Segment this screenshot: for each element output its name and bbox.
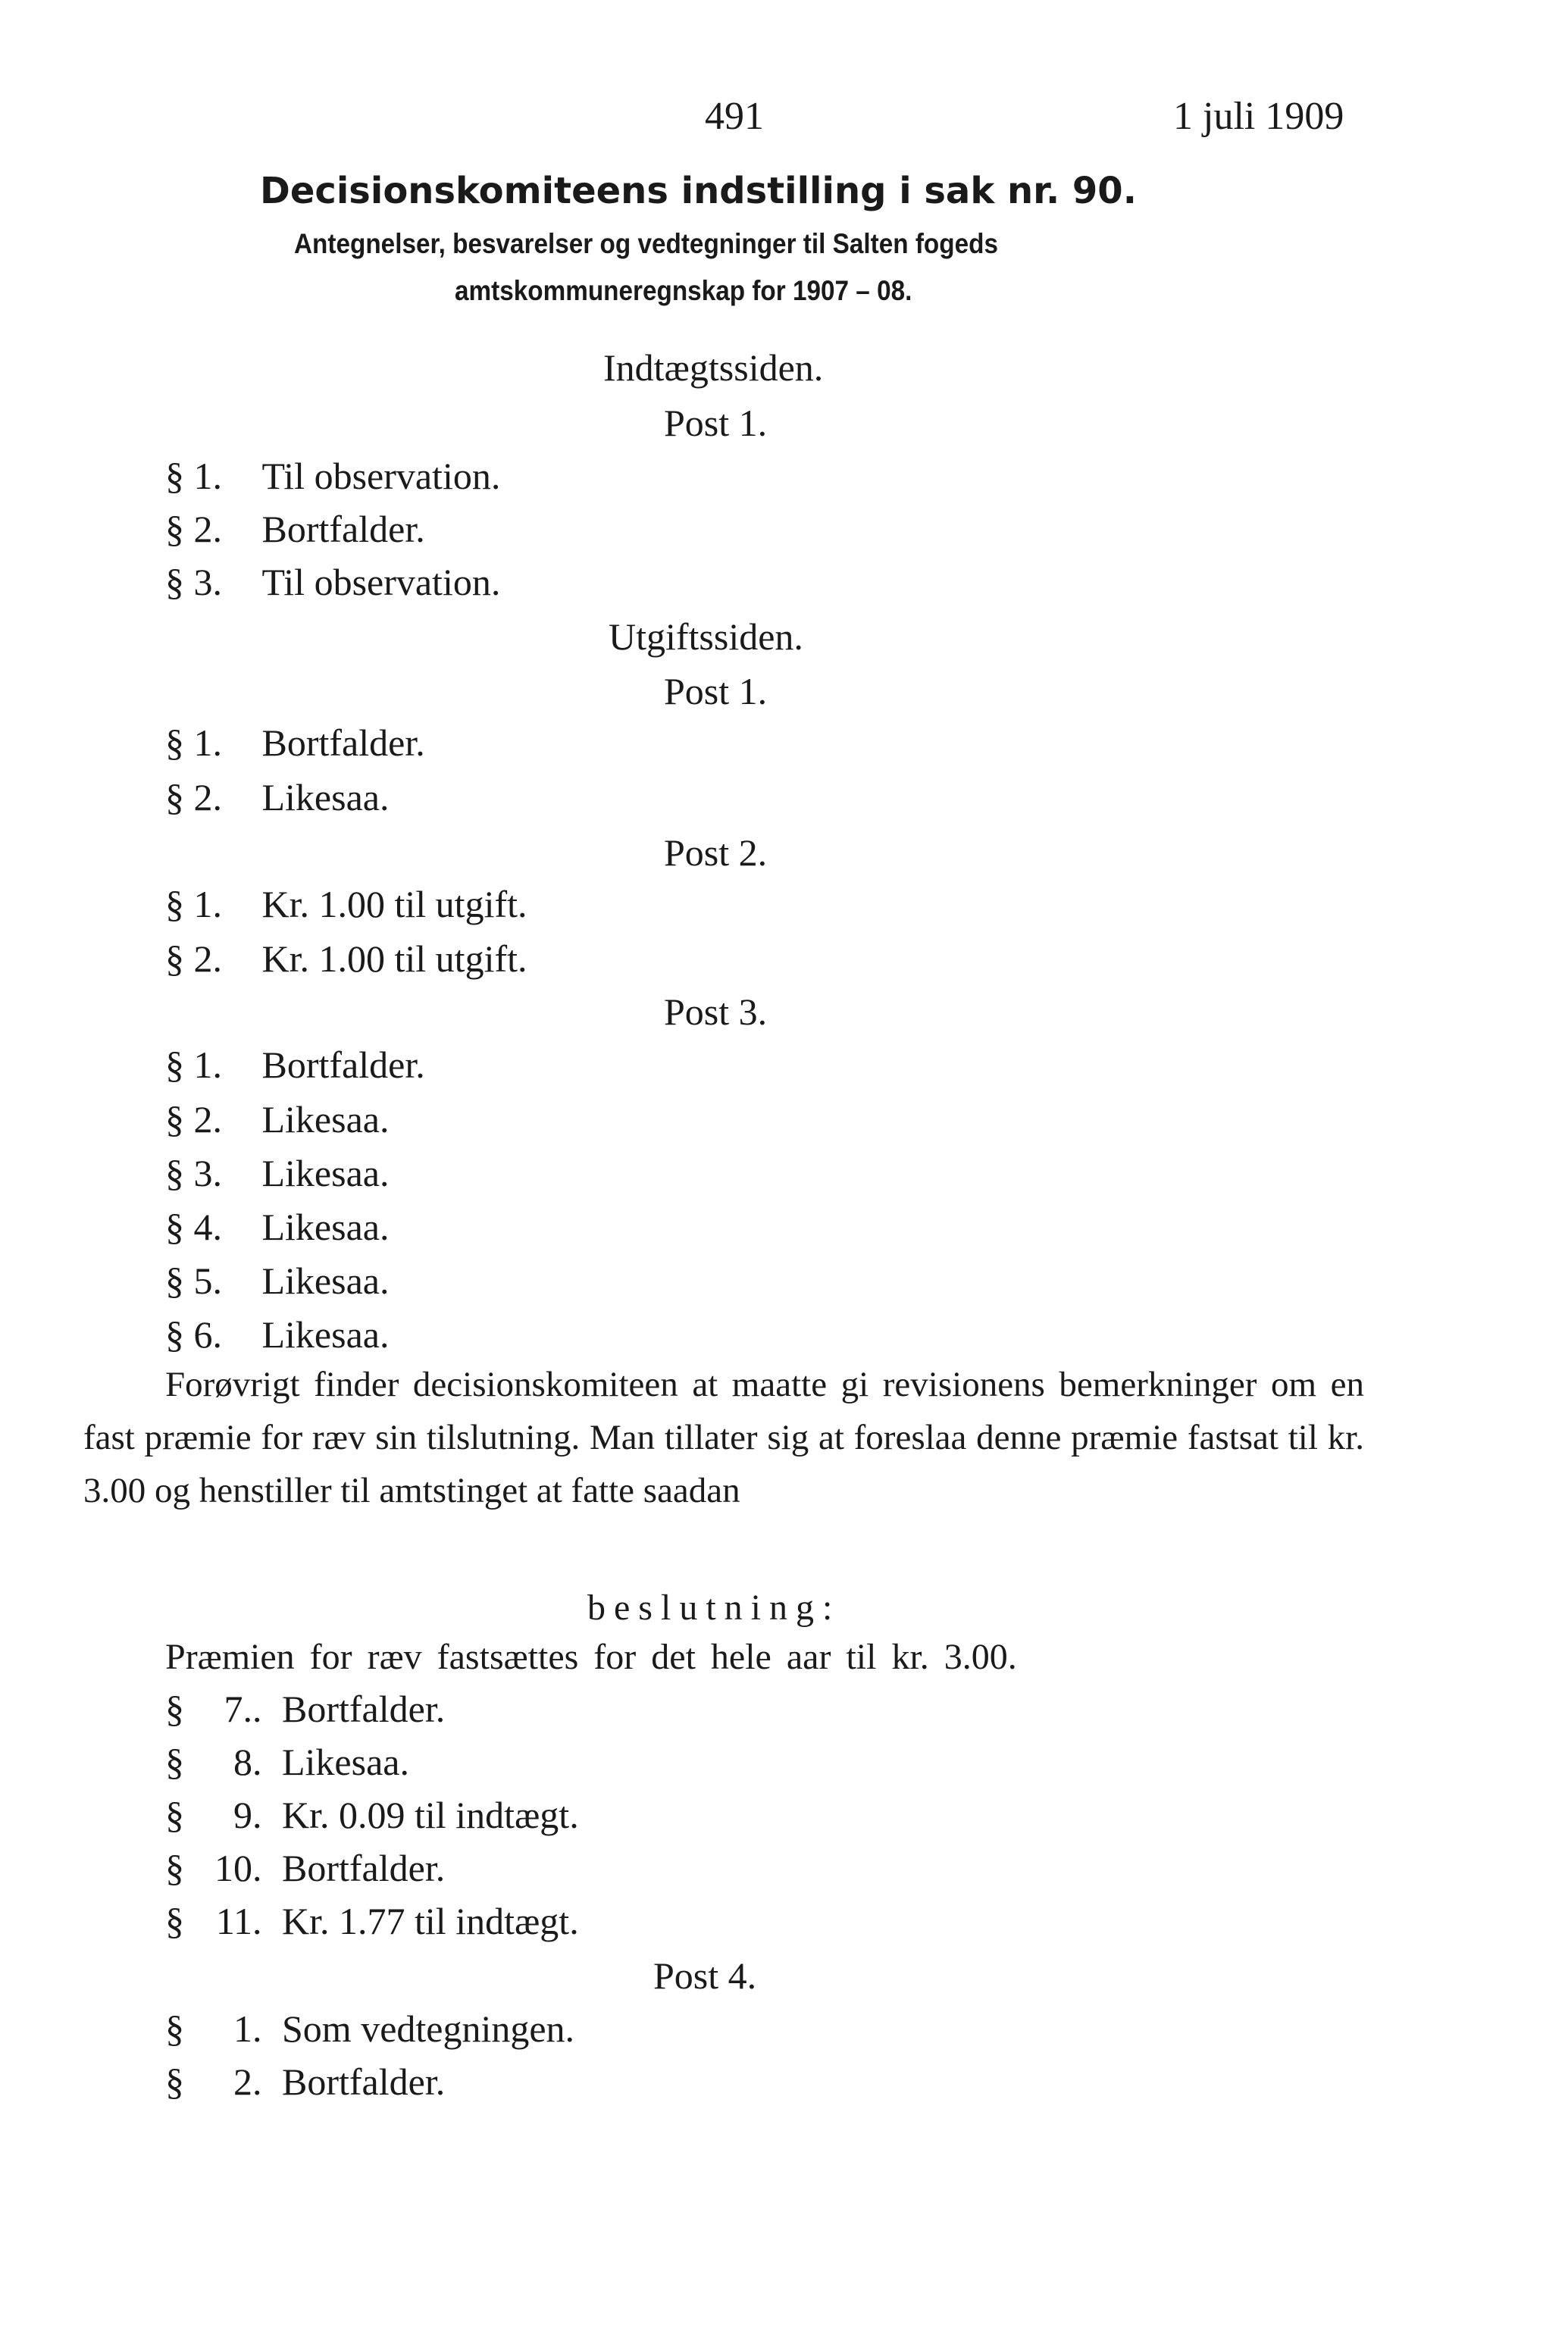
section-sign: § — [165, 1847, 184, 1889]
item-number: 1. — [233, 2007, 262, 2050]
section-sign: § — [165, 883, 184, 925]
section-sign: § — [165, 1044, 184, 1086]
section-sign: § — [165, 1741, 184, 1783]
section-sign: § — [165, 937, 184, 980]
expense-post-2-label: Post 2. — [664, 831, 768, 874]
income-item-1 — [165, 457, 500, 495]
item-number: 2. — [233, 2060, 262, 2103]
paragraph-text: Forøvrigt finder decisionskomiteen at maatte gi revisionens bemerkninger om en fast præmie for ræv sin tilslutning. Man tillater sig at foreslaa denne præmie fastsat til kr. 3.00 og henstiller til amtstinget at fatte saadan — [83, 1365, 1364, 1510]
item-text: Bortfalder. — [282, 2060, 446, 2103]
income-post-1-label: Post 1. — [664, 402, 768, 444]
section-sign: § — [165, 508, 184, 550]
item-text: Kr. 1.00 til utgift. — [261, 937, 527, 980]
item-text: Til observation. — [261, 561, 501, 603]
expense-post-4-item-2 — [165, 2060, 446, 2103]
item-number: 3. — [193, 561, 222, 603]
expense-post-1-item-1 — [165, 721, 425, 764]
expense-post-3-item-3 — [165, 1154, 389, 1192]
expense-post-3-item-11 — [165, 1902, 579, 1940]
item-text: Bortfalder. — [282, 1847, 446, 1889]
page-date: 1 juli 1909 — [1173, 95, 1344, 138]
expense-post-3-item-8 — [165, 1743, 409, 1781]
item-text: Som vedtegningen. — [282, 2007, 575, 2050]
item-number: 2. — [193, 776, 222, 818]
item-text: Bortfalder. — [261, 721, 425, 764]
expense-post-3-item-5 — [165, 1259, 390, 1302]
expense-post-2-item-2 — [165, 937, 527, 980]
committee-remarks-paragraph — [83, 1358, 1364, 1517]
section-sign: § — [165, 455, 184, 497]
item-text: Kr. 1.00 til utgift. — [261, 883, 527, 925]
item-number: 5. — [193, 1259, 222, 1302]
item-text: Bortfalder. — [261, 1044, 425, 1086]
item-number: 1. — [193, 1044, 222, 1086]
document-subtitle-line-2: amtskommuneregnskap for 1907 – 08. — [455, 275, 912, 306]
item-number: 6. — [193, 1313, 222, 1356]
item-text: Til observation. — [261, 455, 501, 497]
item-number: 1. — [193, 883, 222, 925]
item-number: 2. — [193, 937, 222, 980]
item-text: Bortfalder. — [282, 1688, 446, 1730]
section-sign: § — [165, 1259, 184, 1302]
expense-post-3-item-1 — [165, 1046, 425, 1084]
income-item-2 — [165, 510, 425, 548]
item-text: Likesaa. — [261, 1313, 390, 1356]
item-text: Likesaa. — [261, 1152, 390, 1194]
document-subtitle-line-1: Antegnelser, besvarelser og vedtegninger til Salten fogeds — [294, 228, 998, 259]
item-number: 8. — [233, 1741, 262, 1783]
item-number: 3. — [193, 1152, 222, 1194]
section-sign: § — [165, 2060, 184, 2103]
section-sign: § — [165, 1098, 184, 1141]
item-number: 1. — [193, 721, 222, 764]
expense-post-1-label: Post 1. — [664, 670, 768, 712]
item-text: Likesaa. — [261, 1259, 390, 1302]
item-text: Kr. 1.77 til indtægt. — [282, 1900, 579, 1942]
item-text: Likesaa. — [261, 776, 390, 818]
section-sign: § — [165, 561, 184, 603]
item-number: 9. — [233, 1794, 262, 1836]
expense-post-3-label: Post 3. — [664, 990, 768, 1033]
item-number: 2. — [193, 508, 222, 550]
item-number: 7.. — [224, 1688, 262, 1730]
expense-post-3-item-7 — [165, 1690, 445, 1728]
section-sign: § — [165, 1900, 184, 1942]
section-sign: § — [165, 721, 184, 764]
expense-post-2-item-1 — [165, 885, 527, 923]
expense-post-3-item-2 — [165, 1098, 390, 1141]
item-number: 4. — [193, 1206, 222, 1248]
expense-side-heading: Utgiftssiden. — [609, 615, 803, 658]
item-text: Bortfalder. — [261, 508, 425, 550]
expense-post-4-item-1 — [165, 2007, 575, 2050]
expense-post-3-item-6 — [165, 1313, 390, 1356]
income-side-heading: Indtægtssiden. — [603, 346, 824, 389]
section-sign: § — [165, 776, 184, 818]
item-number: 11. — [215, 1900, 262, 1942]
item-text: Kr. 0.09 til indtægt. — [282, 1794, 579, 1836]
expense-post-3-item-10 — [165, 1849, 445, 1887]
resolution-text: Præmien for ræv fastsættes for det hele aar til kr. 3.00. — [165, 1637, 1017, 1677]
resolution-heading: beslutning: — [587, 1588, 841, 1628]
item-text: Likesaa. — [261, 1206, 390, 1248]
expense-post-4-label: Post 4. — [653, 1954, 757, 1997]
income-item-3 — [165, 563, 500, 601]
section-sign: § — [165, 2007, 184, 2050]
item-number: 10. — [214, 1847, 262, 1889]
section-sign: § — [165, 1794, 184, 1836]
section-sign: § — [165, 1152, 184, 1194]
item-text: Likesaa. — [282, 1741, 409, 1783]
section-sign: § — [165, 1206, 184, 1248]
page-number: 491 — [705, 95, 764, 138]
document-title: Decisionskomiteens indstilling i sak nr. 90. — [260, 170, 1137, 212]
expense-post-1-item-2 — [165, 778, 389, 816]
item-text: Likesaa. — [261, 1098, 390, 1141]
item-number: 1. — [193, 455, 222, 497]
item-number: 2. — [193, 1098, 222, 1141]
expense-post-3-item-4 — [165, 1208, 389, 1246]
expense-post-3-item-9 — [165, 1796, 579, 1834]
section-sign: § — [165, 1313, 184, 1356]
section-sign: § — [165, 1688, 184, 1730]
